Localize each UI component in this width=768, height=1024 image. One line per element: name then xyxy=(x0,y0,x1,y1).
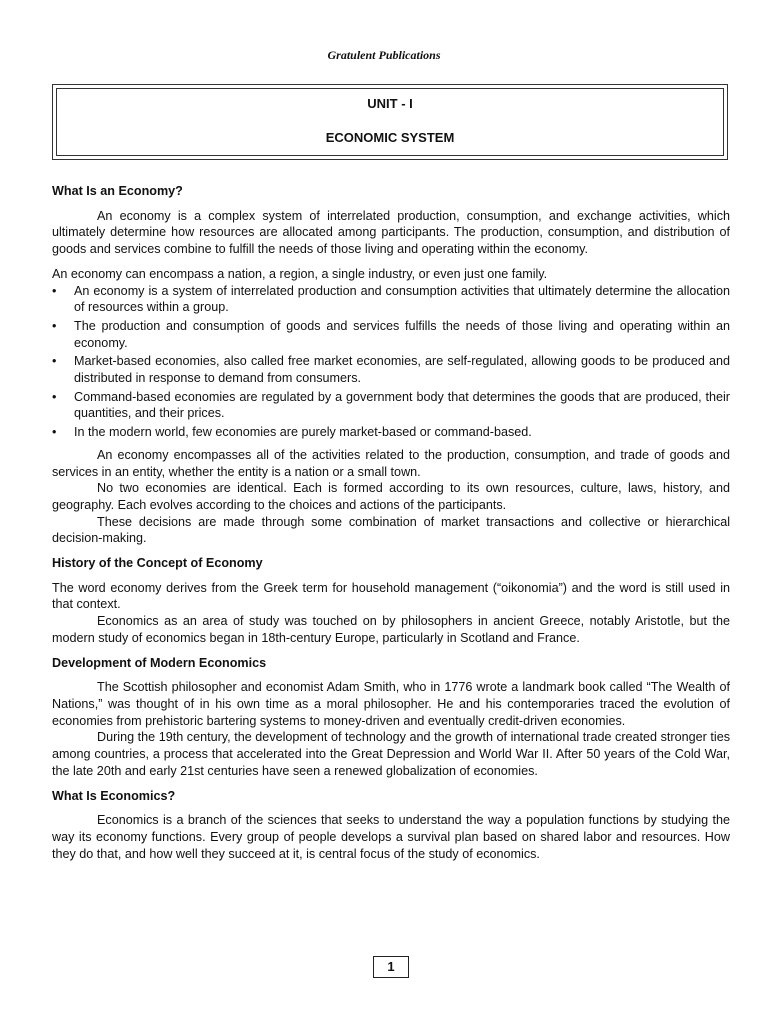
list-item: • In the modern world, few economies are purely market-based or command-based. xyxy=(52,425,532,440)
section-heading-history: History of the Concept of Economy xyxy=(52,556,263,571)
paragraph: The word economy derives from the Greek term for household management (“oikonomia”) and the word is still used in that context. xyxy=(52,580,730,612)
paragraph: An economy is a complex system of interrelated production, consumption, and exchange activities, which ultimately determine how resources are allocated among participants. The production, consumption, and distribution of goods and services combine to fulfill the needs of those living and operating within the economy. xyxy=(52,208,730,257)
bullet-icon: • xyxy=(52,283,57,298)
paragraph: An economy encompasses all of the activities related to the production, consumption, and trade of goods and services in an entity, whether the entity is a nation or a small town. xyxy=(52,447,730,479)
section-heading-what-is-economics: What Is Economics? xyxy=(52,788,176,803)
bullet-icon: • xyxy=(52,425,57,440)
list-item: • Market-based economies, also called free market economies, are self-regulated, allowing goods to be produced and distributed in response to demand from consumers. xyxy=(52,354,730,386)
unit-title-box xyxy=(52,84,728,160)
paragraph: An economy can encompass a nation, a region, a single industry, or even just one family. xyxy=(52,266,548,281)
bullet-icon: • xyxy=(52,389,57,404)
bullet-icon: • xyxy=(52,318,57,333)
list-item: • An economy is a system of interrelated production and consumption activities that ultimately determine the allocation of resources within a group. xyxy=(52,283,730,315)
page-number: 1 xyxy=(373,956,409,978)
unit-subtitle: ECONOMIC SYSTEM xyxy=(325,130,455,145)
paragraph: These decisions are made through some combination of market transactions and collective or hierarchical decision-making. xyxy=(52,514,730,546)
section-heading-modern-economics: Development of Modern Economics xyxy=(52,655,267,670)
section-heading-what-is-economy: What Is an Economy? xyxy=(52,184,183,198)
list-item: • The production and consumption of goods and services fulfills the needs of those living and operating within an economy. xyxy=(52,318,730,350)
unit-title: UNIT - I xyxy=(367,96,413,111)
paragraph: Economics is a branch of the sciences that seeks to understand the way a population functions by studying the way its economy functions. Every group of people develops a survival plan based on shared labor and resources. How they do that, and how well they succeed at it, is central focus of the study of economics. xyxy=(52,813,730,861)
publisher-header: Gratulent Publications xyxy=(327,48,441,62)
paragraph: Economics as an area of study was touched on by philosophers in ancient Greece, notably Aristotle, but the modern study of economics began in 18th-century Europe, particularly in Scotland and France. xyxy=(52,614,730,645)
paragraph: No two economies are identical. Each is formed according to its own resources, culture, laws, history, and geography. Each evolves according to the choices and actions of the participants. xyxy=(52,481,730,512)
paragraph: The Scottish philosopher and economist Adam Smith, who in 1776 wrote a landmark book called “The Wealth of Nations,” was thought of in his own time as a moral philosopher. He and his contemporaries traced the evolution of economies from prehistoric bartering systems to money-driven and eventually credit-driven economies. xyxy=(52,680,730,728)
paragraph: During the 19th century, the development of technology and the growth of international trade created stronger ties among countries, a process that accelerated into the Great Depression and World War II. After 50 years of the Cold War, the late 20th and early 21st centuries have seen a renewed globalization of economies. xyxy=(52,730,730,778)
list-item: • Command-based economies are regulated by a government body that determines the goods that are produced, their quantities, and their prices. xyxy=(52,389,730,421)
document-body xyxy=(52,180,730,862)
bullet-list xyxy=(52,283,730,441)
bullet-icon: • xyxy=(52,354,57,369)
